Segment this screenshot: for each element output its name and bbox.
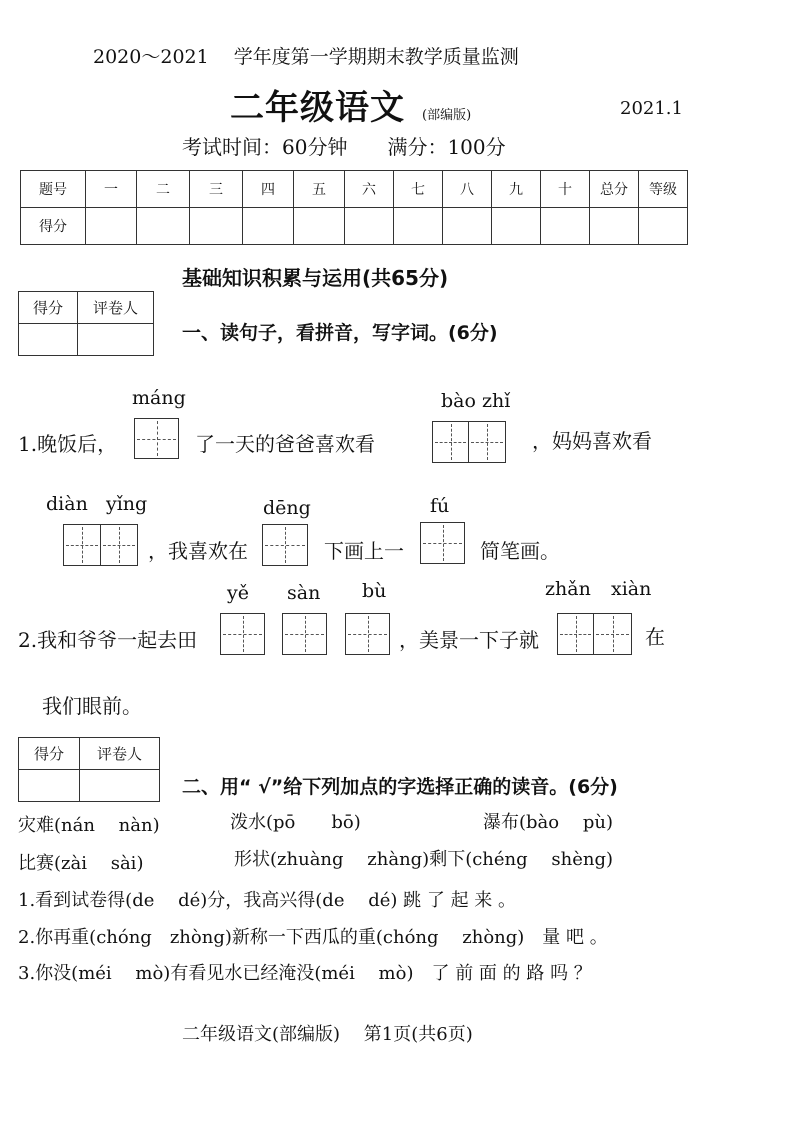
- writing-box-baozhi[interactable]: [432, 421, 506, 463]
- row-label-number: 题号: [21, 171, 86, 208]
- col-header: 五: [294, 171, 345, 208]
- score-cell[interactable]: [345, 208, 394, 245]
- col-header: 七: [394, 171, 443, 208]
- score-cell[interactable]: [492, 208, 541, 245]
- word-item: 瀑布(bào pù): [483, 812, 613, 833]
- score-cell[interactable]: [86, 208, 137, 245]
- page-footer: 二年级语文(部编版) 第1页(共6页): [182, 1024, 473, 1045]
- score-table: [20, 170, 688, 245]
- score-cell[interactable]: [590, 208, 639, 245]
- s1-text-e: 下画上一: [324, 539, 404, 563]
- score-cell[interactable]: [243, 208, 294, 245]
- pinyin-zhan: zhǎn: [545, 578, 591, 600]
- grader-reviewer-cell[interactable]: [78, 324, 154, 356]
- writing-box-fu[interactable]: [420, 522, 465, 564]
- section-heading: 基础知识积累与运用(共65分): [182, 266, 449, 290]
- col-header: 四: [243, 171, 294, 208]
- word-item: 灾难(nán nàn): [18, 815, 160, 836]
- score-cell[interactable]: [639, 208, 688, 245]
- col-header-grade: 等级: [639, 171, 688, 208]
- writing-box-san[interactable]: [282, 613, 327, 655]
- s2-text-d: 我们眼前。: [42, 694, 142, 718]
- score-cell[interactable]: [190, 208, 243, 245]
- pinyin-fu: fú: [430, 495, 450, 517]
- col-header: 三: [190, 171, 243, 208]
- pinyin-dian: diàn: [46, 493, 88, 515]
- s1-text-d: ，我喜欢在: [148, 539, 248, 563]
- grader-box: [18, 291, 154, 356]
- grader-score-label: 得分: [19, 292, 78, 324]
- exam-date: 2021.1: [620, 98, 683, 119]
- score-cell[interactable]: [294, 208, 345, 245]
- s2-text-c: 在: [645, 625, 665, 649]
- grader-score-cell[interactable]: [19, 324, 78, 356]
- term-line: 2020～2021 学年度第一学期期末教学质量监测: [93, 46, 519, 68]
- col-header-total: 总分: [590, 171, 639, 208]
- s2-text-a: 2.我和爷爷一起去田: [18, 628, 198, 652]
- row-label-score: 得分: [21, 208, 86, 245]
- pinyin-mang: máng: [132, 387, 186, 409]
- writing-box-ye[interactable]: [220, 613, 265, 655]
- writing-box-deng[interactable]: [262, 524, 308, 566]
- question-line: 1.看到试卷得(de dé)分，我高兴得(de dé) 跳 了 起 来 。: [18, 890, 517, 911]
- score-cell[interactable]: [541, 208, 590, 245]
- s1-text-c: ，妈妈喜欢看: [532, 429, 652, 453]
- score-cell[interactable]: [443, 208, 492, 245]
- s1-text-b: 了一天的爸爸喜欢看: [195, 432, 375, 456]
- word-item: 形状(zhuàng zhàng)剩下(chéng shèng): [234, 849, 614, 870]
- part2-title: 二、用“ √”给下列加点的字选择正确的读音。(6分): [182, 776, 618, 798]
- pinyin-baozhi: bào zhǐ: [441, 390, 511, 412]
- pinyin-deng: dēng: [263, 497, 311, 519]
- pinyin-ying: yǐng: [106, 493, 148, 515]
- col-header: 九: [492, 171, 541, 208]
- edition-label: (部编版): [422, 108, 472, 123]
- writing-box-mang[interactable]: [134, 418, 179, 459]
- s2-text-b: ，美景一下子就: [399, 628, 539, 652]
- grader-reviewer-label: 评卷人: [80, 738, 160, 770]
- grader-box: [18, 737, 160, 802]
- writing-box-zhanxian[interactable]: [557, 613, 632, 655]
- question-line: 2.你再重(chóng zhòng)新称一下西瓜的重(chóng zhòng) 量 吧 。: [18, 927, 608, 948]
- col-header: 六: [345, 171, 394, 208]
- col-header: 二: [137, 171, 190, 208]
- word-item: 比赛(zài sài): [18, 853, 144, 874]
- pinyin-san: sàn: [287, 582, 321, 604]
- page-title: 二年级语文: [230, 88, 405, 128]
- col-header: 八: [443, 171, 492, 208]
- part1-title: 一、读句子，看拼音，写字词。(6分): [182, 322, 498, 344]
- grader-reviewer-label: 评卷人: [78, 292, 154, 324]
- s1-text-f: 简笔画。: [480, 539, 560, 563]
- col-header: 十: [541, 171, 590, 208]
- writing-box-dianying[interactable]: [63, 524, 138, 566]
- pinyin-bu: bù: [362, 580, 387, 602]
- grader-score-cell[interactable]: [19, 770, 80, 802]
- s1-text-a: 1.晚饭后，: [18, 432, 118, 456]
- question-line: 3.你没(méi mò)有看见水已经淹没(méi mò) 了 前 面 的 路 吗 ？: [18, 963, 592, 984]
- pinyin-ye: yě: [227, 582, 249, 604]
- word-item: 泼水(pō bō): [230, 812, 361, 833]
- pinyin-xian: xiàn: [611, 578, 652, 600]
- col-header: 一: [86, 171, 137, 208]
- writing-box-bu[interactable]: [345, 613, 390, 655]
- grader-reviewer-cell[interactable]: [80, 770, 160, 802]
- score-cell[interactable]: [394, 208, 443, 245]
- grader-score-label: 得分: [19, 738, 80, 770]
- score-cell[interactable]: [137, 208, 190, 245]
- exam-info: 考试时间：60分钟 满分：100分: [182, 135, 506, 159]
